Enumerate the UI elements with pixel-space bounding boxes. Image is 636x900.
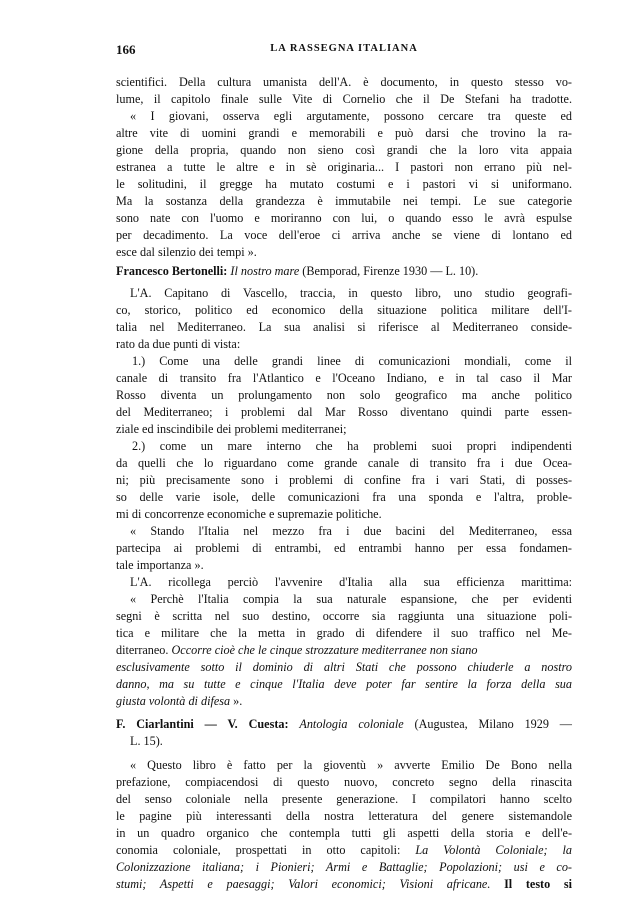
text-line: del senso coloniale nella presente generazione. I compilatori hanno scelto xyxy=(116,792,572,806)
text-line: canale di transito fra l'Atlantico e l'Oceano Indiano, e in tal caso il Mar xyxy=(116,371,572,385)
text-line: 1.) Come una delle grandi linee di comunicazioni mondiali, come il xyxy=(132,354,572,368)
closing-quote: ». xyxy=(233,694,243,708)
italic-run: Colonizzazione italiana; i Pionieri; Armi e Battaglie; Popolazioni; usi e co- xyxy=(116,860,572,874)
text-line: « Questo libro è fatto per la gioventù » avverte Emilio De Bono nella xyxy=(130,758,572,772)
text-run: conomia coloniale, prospettati in otto capitoli: xyxy=(116,843,401,857)
text-line: so delle varie isole, delle comunicazioni fra una sponda e l'altra, proble- xyxy=(116,490,572,504)
text-line: scientifici. Della cultura umanista dell'A. è documento, in questo stesso vo- xyxy=(116,75,572,89)
review-book-title: Antologia coloniale xyxy=(299,717,404,731)
text-line xyxy=(116,642,572,659)
text-line xyxy=(116,876,572,893)
text-line: talia nel Mediterraneo. La sua analisi si riferisce al Mediterraneo conside- xyxy=(116,320,572,334)
italic-run: giusta volontà di difesa xyxy=(116,694,231,708)
text-line: da quelli che lo riguardano come grande canale di transito fra i due Ocea- xyxy=(116,456,572,470)
text-line: co, storico, politico ed economico della situazione politica militare dell'I- xyxy=(116,303,572,317)
text-line: tica e militare che la metta in grado di difendere il suo traffico nel Me- xyxy=(116,626,572,640)
italic-line xyxy=(116,859,572,876)
italic-run: danno, ma su tutte e cinque l'Italia deve poter far sentire la forza della sua xyxy=(116,677,572,691)
italic-run: La Volontà Coloniale; la xyxy=(415,843,572,857)
review-price: L. 15). xyxy=(130,734,163,748)
text-line: segni è scritta nel suo destino, occorre sia raggiunta una situazione poli- xyxy=(116,609,572,623)
review-book-title: Il nostro mare xyxy=(230,264,300,278)
italic-run: stumi; Aspetti e paesaggi; Valori economici; Visioni africane. xyxy=(116,877,491,891)
italic-run: esclusivamente sotto il dominio di altri Stati che possono chiuderle a nostro xyxy=(116,660,572,674)
text-line: tale importanza ». xyxy=(116,558,204,572)
text-line: « I giovani, osserva egli argutamente, possono cercare tra queste ed xyxy=(130,109,572,123)
text-line: partecipa ai problemi di entrambi, ed entrambi hanno per essa fondamen- xyxy=(116,541,572,555)
review-publisher: (Bemporad, Firenze 1930 — L. 10). xyxy=(302,264,479,278)
review-author: F. Ciarlantini — V. Cuesta: xyxy=(116,717,289,731)
text-run: diterraneo. xyxy=(116,643,169,657)
review-heading xyxy=(116,263,572,280)
italic-line xyxy=(116,659,572,676)
review-author: Francesco Bertonelli: xyxy=(116,264,228,278)
running-title: LA RASSEGNA ITALIANA xyxy=(270,43,418,54)
page-header xyxy=(116,42,572,58)
text-line: mi di concorrenze economiche e supremazie politiche. xyxy=(116,507,382,521)
review-heading xyxy=(116,716,572,733)
text-line: gione della propria, quando non sieno così grandi che la loro vita appaia xyxy=(116,143,572,157)
text-line: in un quadro organico che contempla tutti gli aspetti della storia e dell'e- xyxy=(116,826,572,840)
text-line: del Mediterraneo; i problemi dal Mar Rosso diventano quindi parte essen- xyxy=(116,405,572,419)
text-line xyxy=(116,842,572,859)
text-line: per decadimento. La voce dell'eroe ci arriva anche se viene di lontano ed xyxy=(116,228,572,242)
text-line: L'A. ricollega perciò l'avvenire d'Italia alla sua efficienza marittima: xyxy=(130,575,572,589)
text-run: Il testo si xyxy=(504,877,572,891)
text-line: 2.) come un mare interno che ha problemi suoi propri indipendenti xyxy=(132,439,572,453)
review-publisher: (Augustea, Milano 1929 — xyxy=(414,717,572,731)
text-line: « Perchè l'Italia compia la sua naturale espansione, che per evidenti xyxy=(130,592,572,606)
text-line: esce dal silenzio dei tempi ». xyxy=(116,245,257,259)
text-line: rato da due punti di vista: xyxy=(116,337,241,351)
text-line: Rosso diventa un prolungamento non solo geografico ma anche politico xyxy=(116,388,572,402)
italic-line xyxy=(116,676,572,693)
text-line: prefazione, compiacendosi di questo nuovo, concreto segno della rinascita xyxy=(116,775,572,789)
text-line: sono nate con l'uomo e moriranno con lui, o quando esso le avrà espulse xyxy=(116,211,572,225)
text-line: le solitudini, il gregge ha mutato costumi e i pastori vi si uniformano. xyxy=(116,177,572,191)
text-line: le pagine più interessanti della nostra letteratura del genere sistemandole xyxy=(116,809,572,823)
text-line: lume, il capitolo finale sulle Vite di Cornelio che il De Stefani ha tradotte. xyxy=(116,92,572,106)
page-number: 166 xyxy=(116,42,136,57)
text-line: altre vite di uomini grandi e memorabili e può darsi che trovino la ra- xyxy=(116,126,572,140)
text-line xyxy=(116,693,572,710)
text-line: ziale ed inscindibile dei problemi mediterranei; xyxy=(116,422,347,436)
text-line: L'A. Capitano di Vascello, traccia, in questo libro, uno studio geografi- xyxy=(130,286,572,300)
text-line: ni; più precisamente sono i problemi di confine fra i vari Stati, di posses- xyxy=(116,473,572,487)
italic-run: Occorre cioè che le cinque strozzature mediterranee non siano xyxy=(171,643,478,657)
text-line: Ma la sostanza della grandezza è immutabile nei tempi. Le sue categorie xyxy=(116,194,572,208)
text-line: « Stando l'Italia nel mezzo fra i due bacini del Mediterraneo, essa xyxy=(130,524,572,538)
text-line: estranea a tutte le altre e in sè originaria... I pastori non errano più nel- xyxy=(116,160,572,174)
